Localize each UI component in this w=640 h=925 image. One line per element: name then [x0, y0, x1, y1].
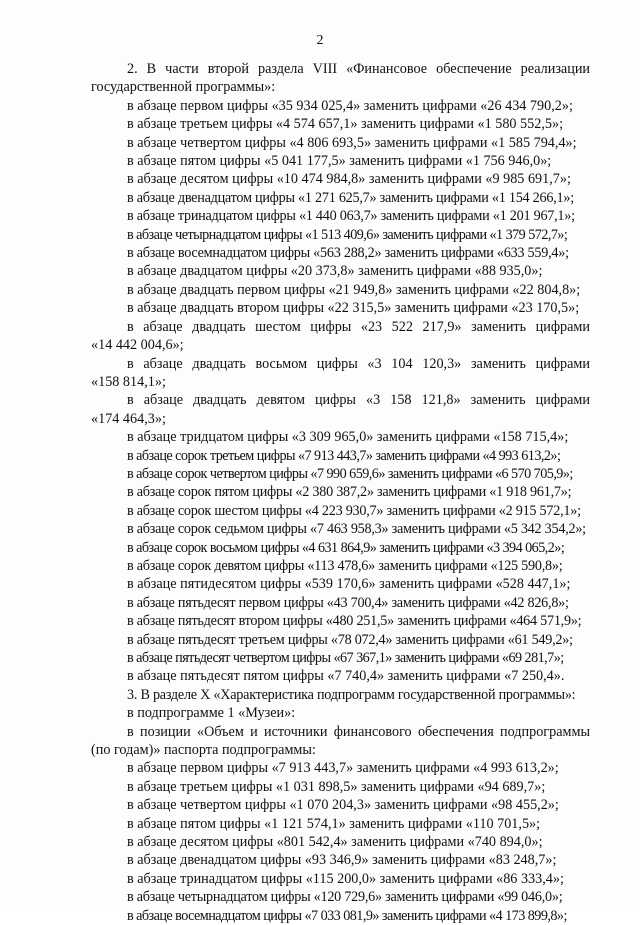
amendment-line: «14 442 004,6»; [91, 337, 184, 354]
amendment-line: в абзаце первом цифры «7 913 443,7» заменить цифрами «4 993 613,2»; [127, 760, 559, 777]
amendment-line: в абзаце третьем цифры «1 031 898,5» заменить цифрами «94 689,7»; [127, 778, 546, 795]
amendment-line: в абзаце четырнадцатом цифры «120 729,6» заменить цифрами «99 046,0»; [127, 889, 563, 906]
amendment-line: в абзаце пятьдесят втором цифры «480 251,5» заменить цифрами «464 571,9»; [127, 613, 582, 630]
amendment-line: в абзаце тринадцатом цифры «115 200,0» заменить цифрами «86 333,4»; [127, 870, 564, 887]
paragraph-line: (по годам)» паспорта подпрограммы: [91, 742, 316, 759]
amendment-line: в абзаце тридцатом цифры «3 309 965,0» заменить цифрами «158 715,4»; [127, 429, 569, 446]
subprogram-line: в подпрограмме 1 «Музеи»: [127, 705, 296, 722]
amendment-line: в абзаце пятьдесят четвертом цифры «67 367,1» заменить цифрами «69 281,7»; [127, 650, 564, 666]
amendment-line: в абзаце четырнадцатом цифры «1 513 409,6» заменить цифрами «1 379 572,7»; [127, 226, 568, 243]
amendment-line: в абзаце пятом цифры «1 121 574,1» заменить цифрами «110 701,5»; [127, 815, 541, 832]
amendment-line: в абзаце двадцать шестом цифры «23 522 217,9» заменить цифрами [127, 318, 590, 335]
section-heading-line: 3. В разделе X «Характеристика подпрограмм государственной программы»: [127, 686, 576, 703]
amendment-line: в абзаце сорок шестом цифры «4 223 930,7» заменить цифрами «2 915 572,1»; [127, 502, 581, 519]
amendment-line: в абзаце четвертом цифры «1 070 204,3» заменить цифрами «98 455,2»; [127, 797, 559, 814]
amendment-line: в абзаце двадцать втором цифры «22 315,5» заменить цифрами «23 170,5»; [127, 300, 580, 317]
amendment-line: «158 814,1»; [91, 373, 166, 390]
amendment-line: в абзаце восемнадцатом цифры «563 288,2» заменить цифрами «633 559,4»; [127, 245, 569, 262]
amendment-line: в абзаце тринадцатом цифры «1 440 063,7» заменить цифрами «1 201 967,1»; [127, 208, 575, 225]
amendment-line: в абзаце двадцать восьмом цифры «3 104 120,3» заменить цифрами [127, 355, 590, 372]
amendment-line: «174 464,3»; [91, 410, 166, 427]
amendment-line: в абзаце пятьдесят третьем цифры «78 072,4» заменить цифрами «61 549,2»; [127, 631, 573, 648]
paragraph-line: в позиции «Объем и источники финансового обеспечения подпрограммы [127, 723, 590, 740]
amendment-line: в абзаце восемнадцатом цифры «7 033 081,9» заменить цифрами «4 173 899,8»; [127, 907, 567, 924]
paragraph-line: 2. В части второй раздела VIII «Финансовое обеспечение реализации [127, 61, 590, 77]
amendment-line: в абзаце пятом цифры «5 041 177,5» заменить цифрами «1 756 946,0»; [127, 153, 552, 170]
amendment-line: в абзаце сорок седьмом цифры «7 463 958,3» заменить цифрами «5 342 354,2»; [127, 521, 586, 538]
amendment-line: в абзаце десятом цифры «10 474 984,8» заменить цифрами «9 985 691,7»; [127, 171, 571, 188]
amendment-line: в абзаце десятом цифры «801 542,4» заменить цифрами «740 894,0»; [127, 834, 543, 851]
amendment-line: в абзаце четвертом цифры «4 806 693,5» заменить цифрами «1 585 794,4»; [127, 134, 577, 151]
page-number: 2 [316, 33, 324, 48]
amendment-line: в абзаце пятьдесят пятом цифры «7 740,4» заменить цифрами «7 250,4». [127, 668, 565, 685]
amendment-line: в абзаце первом цифры «35 934 025,4» заменить цифрами «26 434 790,2»; [127, 97, 573, 114]
amendment-line: в абзаце двадцать первом цифры «21 949,8» заменить цифрами «22 804,8»; [127, 281, 581, 298]
amendment-line: в абзаце пятидесятом цифры «539 170,6» заменить цифрами «528 447,1»; [127, 576, 571, 593]
document-body [91, 60, 590, 925]
amendment-line: в абзаце третьем цифры «4 574 657,1» заменить цифрами «1 580 552,5»; [127, 116, 564, 133]
amendment-line: в абзаце пятьдесят первом цифры «43 700,4» заменить цифрами «42 826,8»; [127, 594, 569, 611]
amendment-line: в абзаце сорок третьем цифры «7 913 443,7» заменить цифрами «4 993 613,2»; [127, 447, 561, 464]
amendment-line: в абзаце двенадцатом цифры «1 271 625,7» заменить цифрами «1 154 266,1»; [127, 189, 574, 206]
amendment-line: в абзаце сорок девятом цифры «113 478,6» заменить цифрами «125 590,8»; [127, 557, 563, 574]
amendment-line: в абзаце двадцать девятом цифры «3 158 121,8» заменить цифрами [127, 392, 590, 409]
paragraph-line: государственной программы»: [91, 79, 276, 96]
amendment-line: в абзаце сорок четвертом цифры «7 990 659,6» заменить цифрами «6 570 705,9»; [127, 465, 573, 482]
amendment-line: в абзаце двадцатом цифры «20 373,8» заменить цифрами «88 935,0»; [127, 263, 543, 280]
amendment-line: в абзаце сорок восьмом цифры «4 631 864,9» заменить цифрами «3 394 065,2»; [127, 539, 565, 556]
amendment-line: в абзаце двенадцатом цифры «93 346,9» заменить цифрами «83 248,7»; [127, 852, 557, 869]
amendment-line: в абзаце сорок пятом цифры «2 380 387,2» заменить цифрами «1 918 961,7»; [127, 484, 572, 501]
